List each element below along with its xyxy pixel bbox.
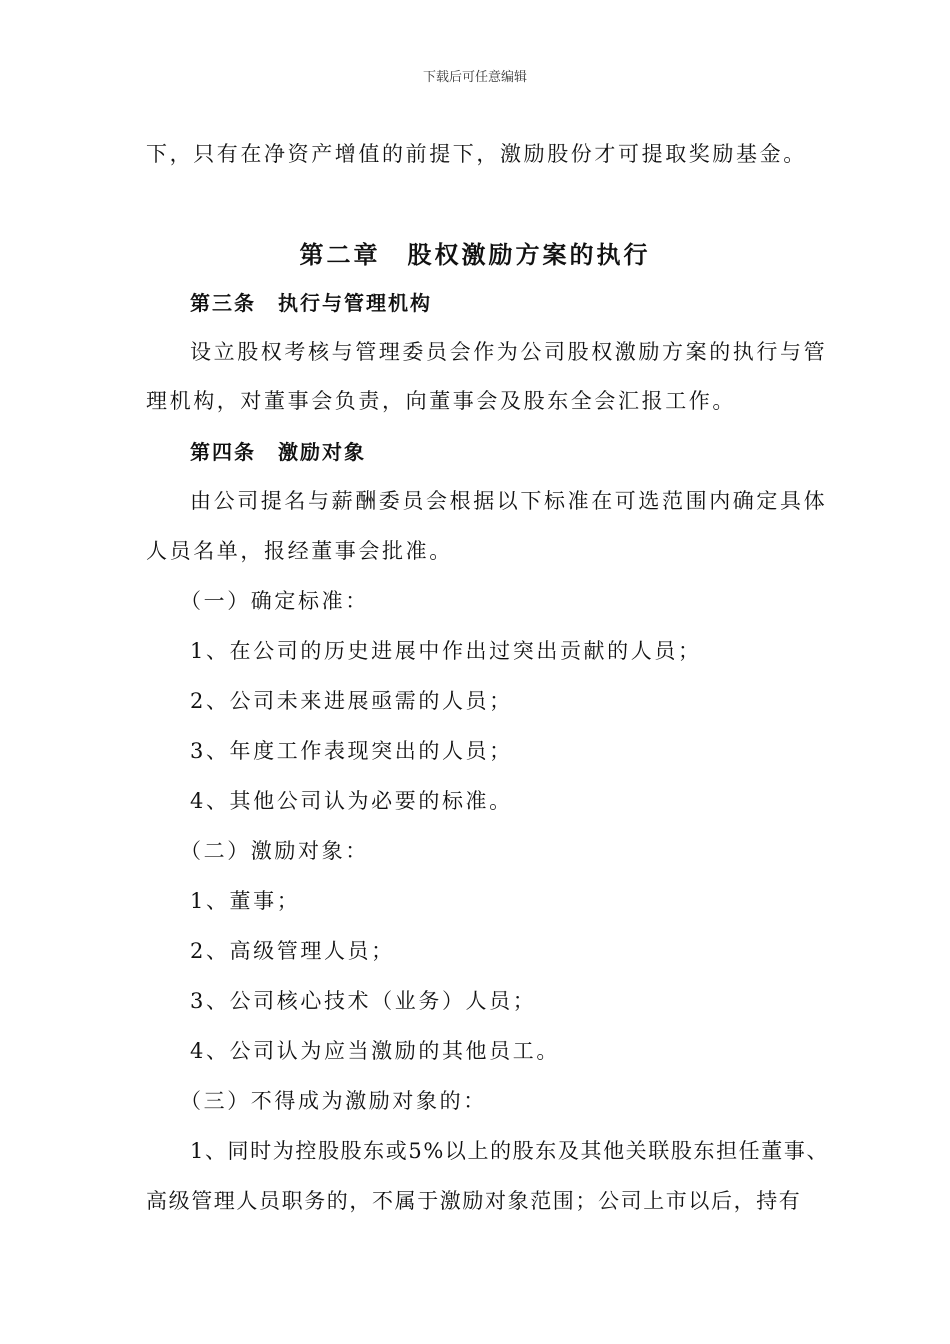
list-item: 1、同时为控股股东或5%以上的股东及其他关联股东担任董事、 xyxy=(190,1139,830,1163)
list-item: 2、高级管理人员； xyxy=(190,939,395,963)
body-line: 高级管理人员职务的，不属于激励对象范围；公司上市以后，持有 xyxy=(146,1189,802,1213)
list-heading: （三）不得成为激励对象的： xyxy=(180,1089,487,1113)
list-item: 1、在公司的历史进展中作出过突出贡献的人员； xyxy=(190,639,702,663)
list-item: 3、公司核心技术（业务）人员； xyxy=(190,989,537,1013)
article-heading-4: 第四条 激励对象 xyxy=(190,440,366,464)
list-heading: （一）确定标准： xyxy=(180,589,369,613)
list-item: 4、公司认为应当激励的其他员工。 xyxy=(190,1039,560,1063)
list-item: 4、其他公司认为必要的标准。 xyxy=(190,789,513,813)
list-item: 1、董事； xyxy=(190,889,301,913)
body-line: 人员名单，报经董事会批准。 xyxy=(146,539,453,563)
page-header-note: 下载后可任意编辑 xyxy=(422,70,527,85)
body-line: 理机构，对董事会负责，向董事会及股东全会汇报工作。 xyxy=(146,389,736,413)
chapter-title: 第二章 股权激励方案的执行 xyxy=(299,241,651,269)
list-heading: （二）激励对象： xyxy=(180,839,369,863)
body-line: 下，只有在净资产增值的前提下，激励股份才可提取奖励基金。 xyxy=(146,142,807,166)
body-line: 设立股权考核与管理委员会作为公司股权激励方案的执行与管 xyxy=(190,340,828,364)
list-item: 3、年度工作表现突出的人员； xyxy=(190,739,513,763)
article-heading-3: 第三条 执行与管理机构 xyxy=(190,291,432,315)
body-line: 由公司提名与薪酬委员会根据以下标准在可选范围内确定具体 xyxy=(190,489,828,513)
list-item: 2、公司未来进展亟需的人员； xyxy=(190,689,513,713)
